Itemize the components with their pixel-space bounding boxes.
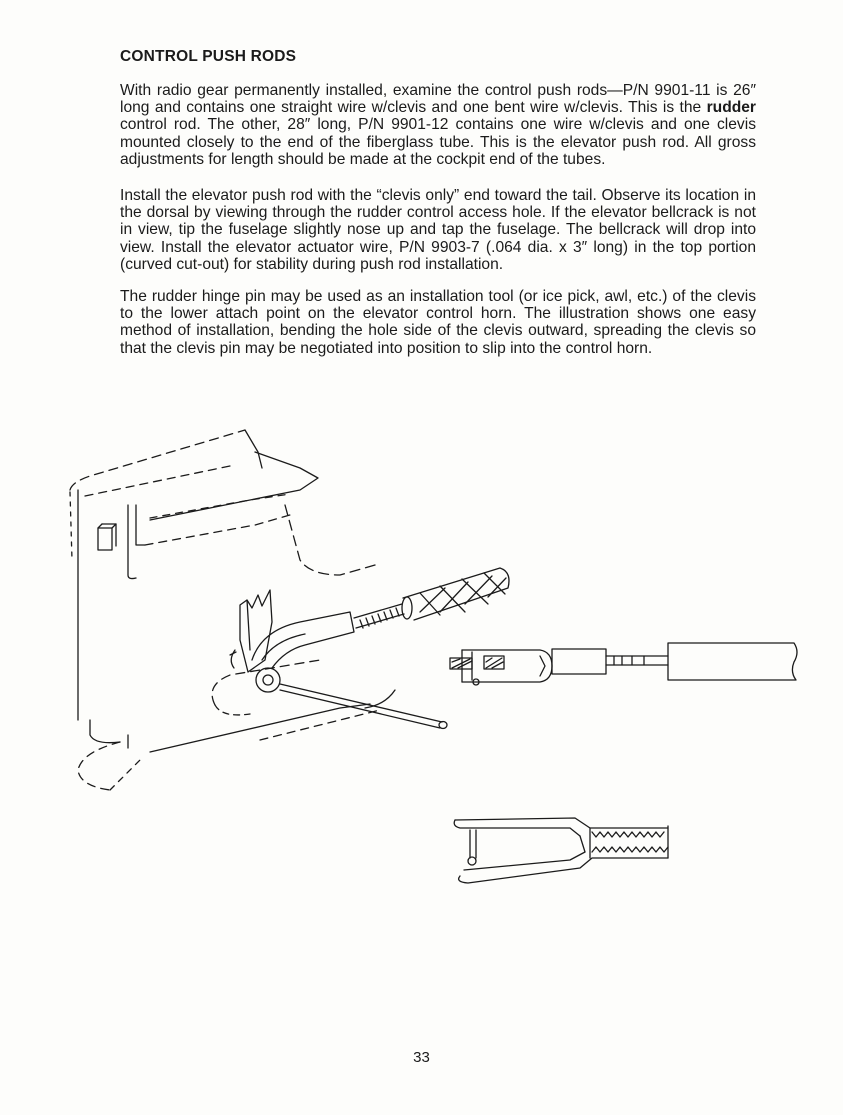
paragraph-elevator-install: Install the elevator push rod with the “clevis only” end toward the tail. Observe its location in the dorsal by viewing through the rudder control access hole. If the elevator bellcrack is not in view, tip the fuselage slightly nose up and tap the fuselage. The bellcrack will drop into view. Install the elevator actuator wire, P/N 9903-7 (.064 dia. x 3″ long) in the top portion (curved cut-out) for stability during push rod installation.: [120, 187, 756, 273]
section-heading: CONTROL PUSH RODS: [120, 48, 297, 65]
clevis-installation-illustration: [0, 380, 843, 900]
paragraph-1-bold-rudder: rudder: [706, 99, 756, 117]
paragraph-1-text-b: control rod. The other, 28″ long, P/N 9901-12 contains one wire w/clevis and one clevis mounted closely to the end of the fiberglass tube. This is the elevator push rod. All gross adjustments for length should be made at the cockpit end of the tubes.: [120, 116, 756, 168]
clevis-install-detail: [230, 568, 509, 729]
clevis-detail-view: [454, 818, 668, 883]
page-number: 33: [413, 1049, 430, 1066]
tail-section-drawing: [70, 430, 395, 790]
clevis-tube-side-view: [450, 643, 797, 685]
paragraph-1-text-a: With radio gear permanently installed, examine the control push rods—P/N 9901-11 is 26″ long and contains one straight wire w/clevis and one bent wire w/clevis. This is the: [120, 82, 756, 117]
paragraph-push-rods: [120, 82, 756, 168]
paragraph-hinge-pin-tool: The rudder hinge pin may be used as an installation tool (or ice pick, awl, etc.) of the clevis to the lower attach point on the elevator control horn. The illustration shows one easy method of installation, bending the hole side of the clevis outward, spreading the clevis so that the clevis pin may be negotiated into position to slip into the control horn.: [120, 288, 756, 357]
